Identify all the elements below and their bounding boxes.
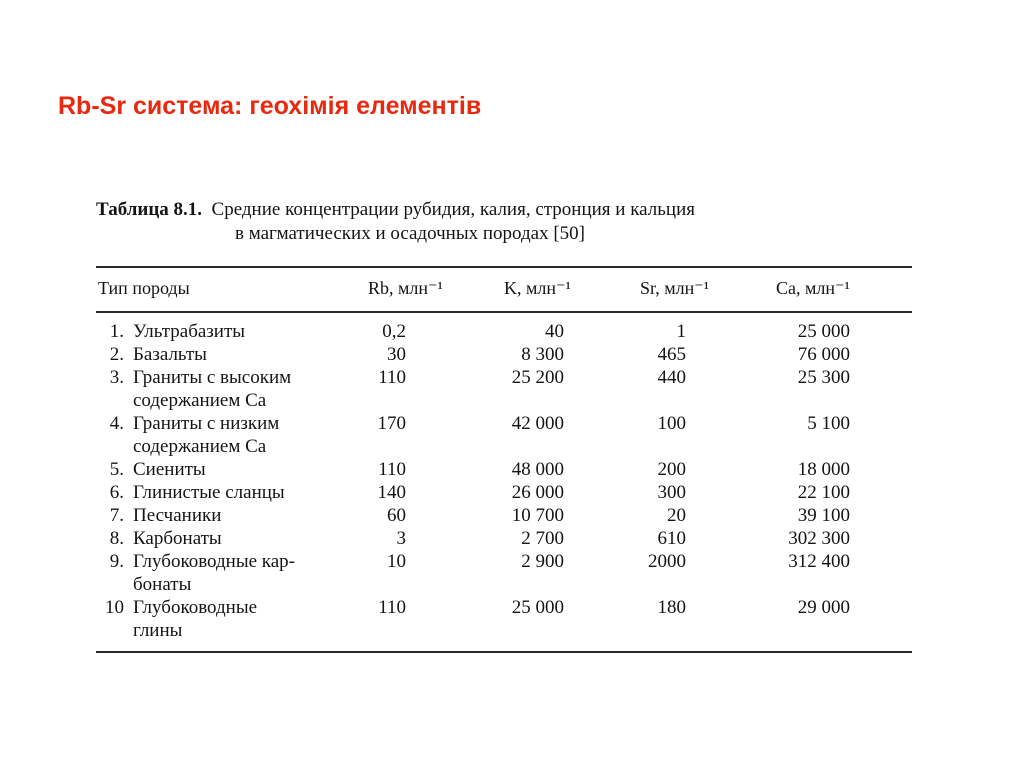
row-number: 2. [109,344,124,365]
scanned-table-image [96,196,914,658]
row-number: 4. [109,413,124,434]
table-label: Таблица 8.1. [96,199,203,220]
row-number: 6. [109,482,124,503]
row-number: 9. [109,551,124,572]
caption-line-2: в магматических и осадочных породах [50] [235,223,585,244]
cell-rb: 30 [387,344,406,365]
cell-rb: 110 [378,597,406,618]
cell-rb: 110 [378,459,406,480]
cell-sr: 200 [657,459,686,480]
caption-text-1: Средние концентрации рубидия, калия, стронция и кальция [211,199,695,220]
cell-ca: 22 100 [797,482,850,503]
rule-bottom [96,651,912,653]
rock-name: Песчаники [133,505,222,526]
table-row [96,459,912,482]
row-number: 5. [109,459,124,480]
table-row-continuation [96,390,912,413]
cell-k: 40 [545,321,564,342]
cell-sr: 440 [657,367,686,388]
cell-rb: 3 [396,528,406,549]
cell-k: 10 700 [511,505,564,526]
rock-name: Глинистые сланцы [133,482,285,503]
header-rock-type: Тип породы [98,278,190,298]
rock-name: Граниты с высоким [133,367,292,388]
table-caption [96,198,695,246]
header-k: K, млн⁻¹ [504,278,571,298]
cell-sr: 20 [667,505,686,526]
table-row-continuation [96,620,912,643]
table-row [96,344,912,367]
cell-ca: 312 400 [788,551,850,572]
rock-name: Граниты с низким [133,413,280,434]
table-row [96,528,912,551]
cell-ca: 5 100 [807,413,850,434]
slide-title: Rb-Sr система: геохімія елементів [58,92,482,120]
cell-k: 48 000 [511,459,564,480]
cell-ca: 18 000 [797,459,850,480]
row-number: 8. [109,528,124,549]
row-number: 3. [109,367,124,388]
table-row-continuation [96,436,912,459]
rule-top [96,266,912,268]
row-number: 10 [105,597,124,618]
row-number: 7. [109,505,124,526]
rock-name: Сиениты [133,459,206,480]
table-row [96,597,912,620]
table-row [96,413,912,436]
table-row [96,321,912,344]
cell-k: 8 300 [521,344,564,365]
rock-name: Ультрабазиты [133,321,246,342]
rule-header [96,311,912,313]
cell-rb: 110 [378,367,406,388]
header-ca: Ca, млн⁻¹ [776,278,850,298]
table-row [96,367,912,390]
cell-sr: 610 [657,528,686,549]
cell-k: 25 200 [511,367,564,388]
cell-rb: 140 [377,482,406,503]
cell-k: 2 700 [521,528,564,549]
cell-rb: 10 [387,551,406,572]
table-row-continuation [96,574,912,597]
cell-sr: 100 [657,413,686,434]
cell-rb: 170 [377,413,406,434]
cell-sr: 300 [657,482,686,503]
cell-ca: 39 100 [797,505,850,526]
cell-sr: 1 [676,321,686,342]
cell-ca: 25 000 [797,321,850,342]
cell-rb: 60 [387,505,406,526]
header-rb: Rb, млн⁻¹ [368,278,443,298]
cell-sr: 465 [657,344,686,365]
table-row [96,551,912,574]
table-row [96,505,912,528]
rock-name: Глубоководные [133,597,258,618]
cell-ca: 25 300 [797,367,850,388]
cell-sr: 2000 [648,551,686,572]
cell-k: 2 900 [521,551,564,572]
table-row [96,482,912,505]
rock-name: Базальты [133,344,207,365]
cell-sr: 180 [657,597,686,618]
rock-name-continuation: содержанием Ca [133,436,267,457]
cell-k: 25 000 [511,597,564,618]
cell-ca: 302 300 [788,528,850,549]
rock-name-continuation: глины [133,620,183,641]
header-sr: Sr, млн⁻¹ [640,278,710,298]
cell-rb: 0,2 [382,321,406,342]
caption-line-1 [96,198,695,222]
rock-name: Карбонаты [133,528,222,549]
row-number: 1. [109,321,124,342]
rock-name-continuation: бонаты [133,574,192,595]
cell-k: 42 000 [511,413,564,434]
cell-ca: 29 000 [797,597,850,618]
cell-k: 26 000 [511,482,564,503]
rock-name: Глубоководные кар- [133,551,296,572]
cell-ca: 76 000 [797,344,850,365]
rock-name-continuation: содержанием Ca [133,390,267,411]
